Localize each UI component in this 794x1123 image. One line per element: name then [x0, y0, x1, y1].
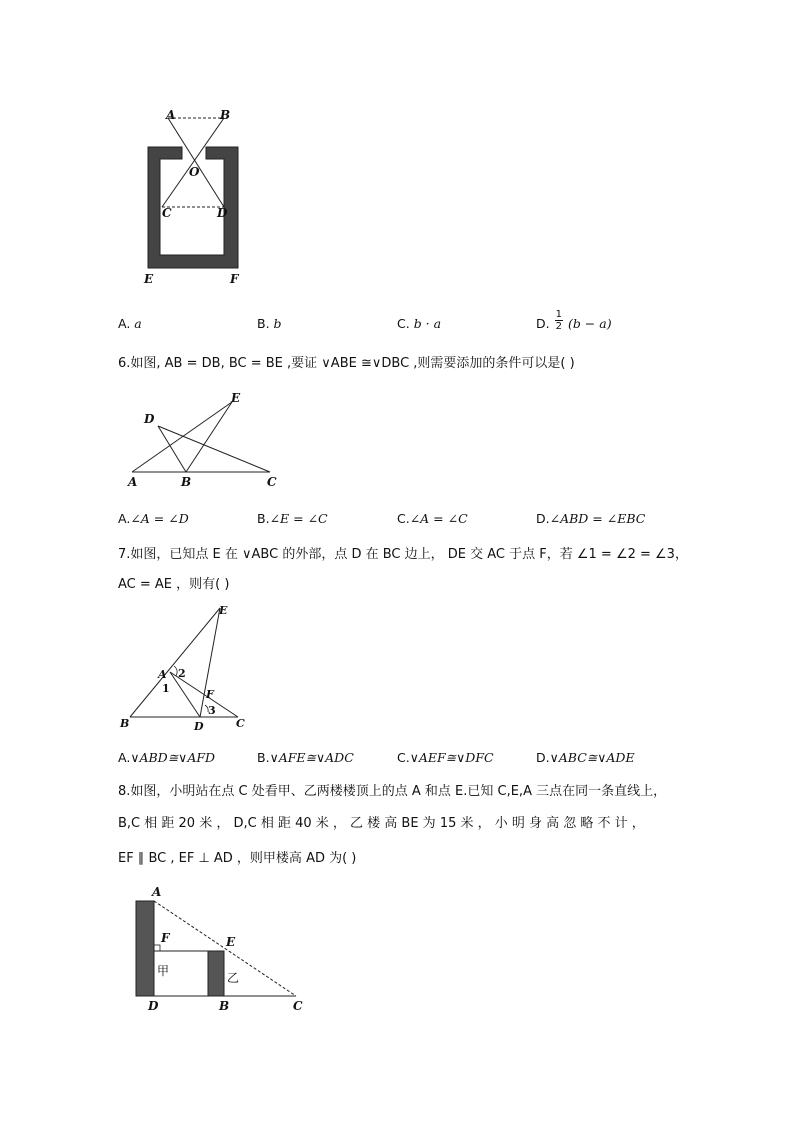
label-B: B: [181, 475, 192, 489]
label-D: D: [144, 412, 155, 426]
label-C: C: [236, 717, 245, 730]
q5-option-a[interactable]: [118, 316, 142, 331]
label-C: C: [162, 206, 172, 220]
label-1: 1: [162, 682, 170, 695]
q5-option-b[interactable]: [257, 316, 282, 331]
fraction-numerator: 1: [555, 309, 562, 320]
figure-q6: [124, 390, 284, 490]
option-letter: B.: [257, 750, 270, 765]
figure-q8: [128, 885, 313, 1015]
label-A: A: [166, 108, 176, 122]
option-text: ∠ABD = ∠EBC: [549, 511, 646, 526]
label-O: O: [189, 165, 200, 179]
option-text: a: [134, 316, 142, 331]
label-3: 3: [208, 704, 216, 717]
option-text: b · a: [413, 316, 442, 331]
figure-q8-svg: [128, 885, 313, 1015]
q6-option-c[interactable]: [397, 511, 468, 526]
label-F: F: [161, 931, 170, 945]
q7-text-line1: 7.如图，已知点 E 在 ∨ABC 的外部，点 D 在 BC 边上， DE 交 AC 于点 F，若 ∠1 = ∠2 = ∠3，: [118, 547, 688, 562]
q8-text-line3: EF ∥ BC , EF ⊥ AD ，则甲楼高 AD 为( ): [118, 851, 357, 866]
label-E: E: [226, 935, 236, 949]
q6-text: 6.如图, AB = DB, BC = BE ,要证 ∨ABE ≅∨DBC ,则需要添加的条件可以是( ): [118, 356, 575, 371]
q6-option-b[interactable]: [257, 511, 328, 526]
q7-option-b[interactable]: [257, 750, 354, 765]
option-letter: A.: [118, 750, 131, 765]
q7-text-line2: AC = AE ，则有( ): [118, 577, 230, 592]
label-D: D: [194, 720, 204, 733]
label-C: C: [293, 999, 303, 1013]
option-letter: C.: [397, 316, 410, 331]
option-letter: B.: [257, 316, 270, 331]
option-letter: D.: [536, 316, 550, 331]
option-text: b: [273, 316, 282, 331]
q5-option-d[interactable]: [536, 309, 612, 339]
label-E: E: [219, 604, 228, 617]
label-F: F: [230, 272, 239, 286]
q7-option-c[interactable]: [397, 750, 494, 765]
label-yi: 乙: [227, 971, 240, 985]
label-D: D: [148, 999, 159, 1013]
label-B: B: [219, 999, 230, 1013]
option-text: ∨ABD≅∨AFD: [130, 750, 216, 765]
figure-q7-svg: [116, 600, 256, 736]
option-text: ∠A = ∠D: [130, 511, 189, 526]
option-letter: A.: [118, 511, 131, 526]
option-letter: C.: [397, 750, 410, 765]
label-C: C: [267, 475, 277, 489]
option-text: ∠E = ∠C: [269, 511, 328, 526]
fraction-denominator: 2: [555, 321, 562, 332]
label-A: A: [128, 475, 138, 489]
fraction: [555, 309, 563, 332]
label-D: D: [217, 206, 228, 220]
q8-text-line1: 8.如图，小明站在点 C 处看甲、乙两楼楼顶上的点 A 和点 E.已知 C,E,A 三点在同一条直线上，: [118, 784, 667, 799]
option-text: ∨AFE≅∨ADC: [269, 750, 354, 765]
label-B: B: [220, 108, 231, 122]
label-E: E: [144, 272, 154, 286]
q8-text-line2: B,C 相 距 20 米 ， D,C 相 距 40 米 ， 乙 楼 高 BE 为 15 米 ， 小 明 身 高 忽 略 不 计 ，: [118, 816, 645, 831]
label-jia: 甲: [157, 964, 170, 978]
option-letter: C.: [397, 511, 410, 526]
figure-q5: [120, 105, 260, 295]
option-letter: A.: [118, 316, 131, 331]
label-B: B: [120, 717, 130, 730]
q5-option-c[interactable]: [397, 316, 441, 331]
option-letter: D.: [536, 511, 550, 526]
label-E: E: [231, 391, 241, 405]
option-text: (b − a): [567, 316, 612, 331]
label-A: A: [158, 668, 167, 681]
option-text: ∨AEF≅∨DFC: [409, 750, 494, 765]
option-text: ∠A = ∠C: [409, 511, 468, 526]
label-2: 2: [178, 667, 186, 680]
q7-option-a[interactable]: [118, 750, 215, 765]
figure-q7: [116, 600, 256, 736]
option-letter: D.: [536, 750, 550, 765]
q6-option-d[interactable]: [536, 511, 645, 526]
label-F: F: [206, 688, 214, 701]
figure-q5-svg: [120, 105, 260, 295]
option-letter: B.: [257, 511, 270, 526]
figure-q6-svg: [124, 390, 284, 490]
q6-option-a[interactable]: [118, 511, 189, 526]
label-A: A: [152, 885, 162, 899]
option-text: ∨ABC≅∨ADE: [549, 750, 635, 765]
q7-option-d[interactable]: [536, 750, 635, 765]
